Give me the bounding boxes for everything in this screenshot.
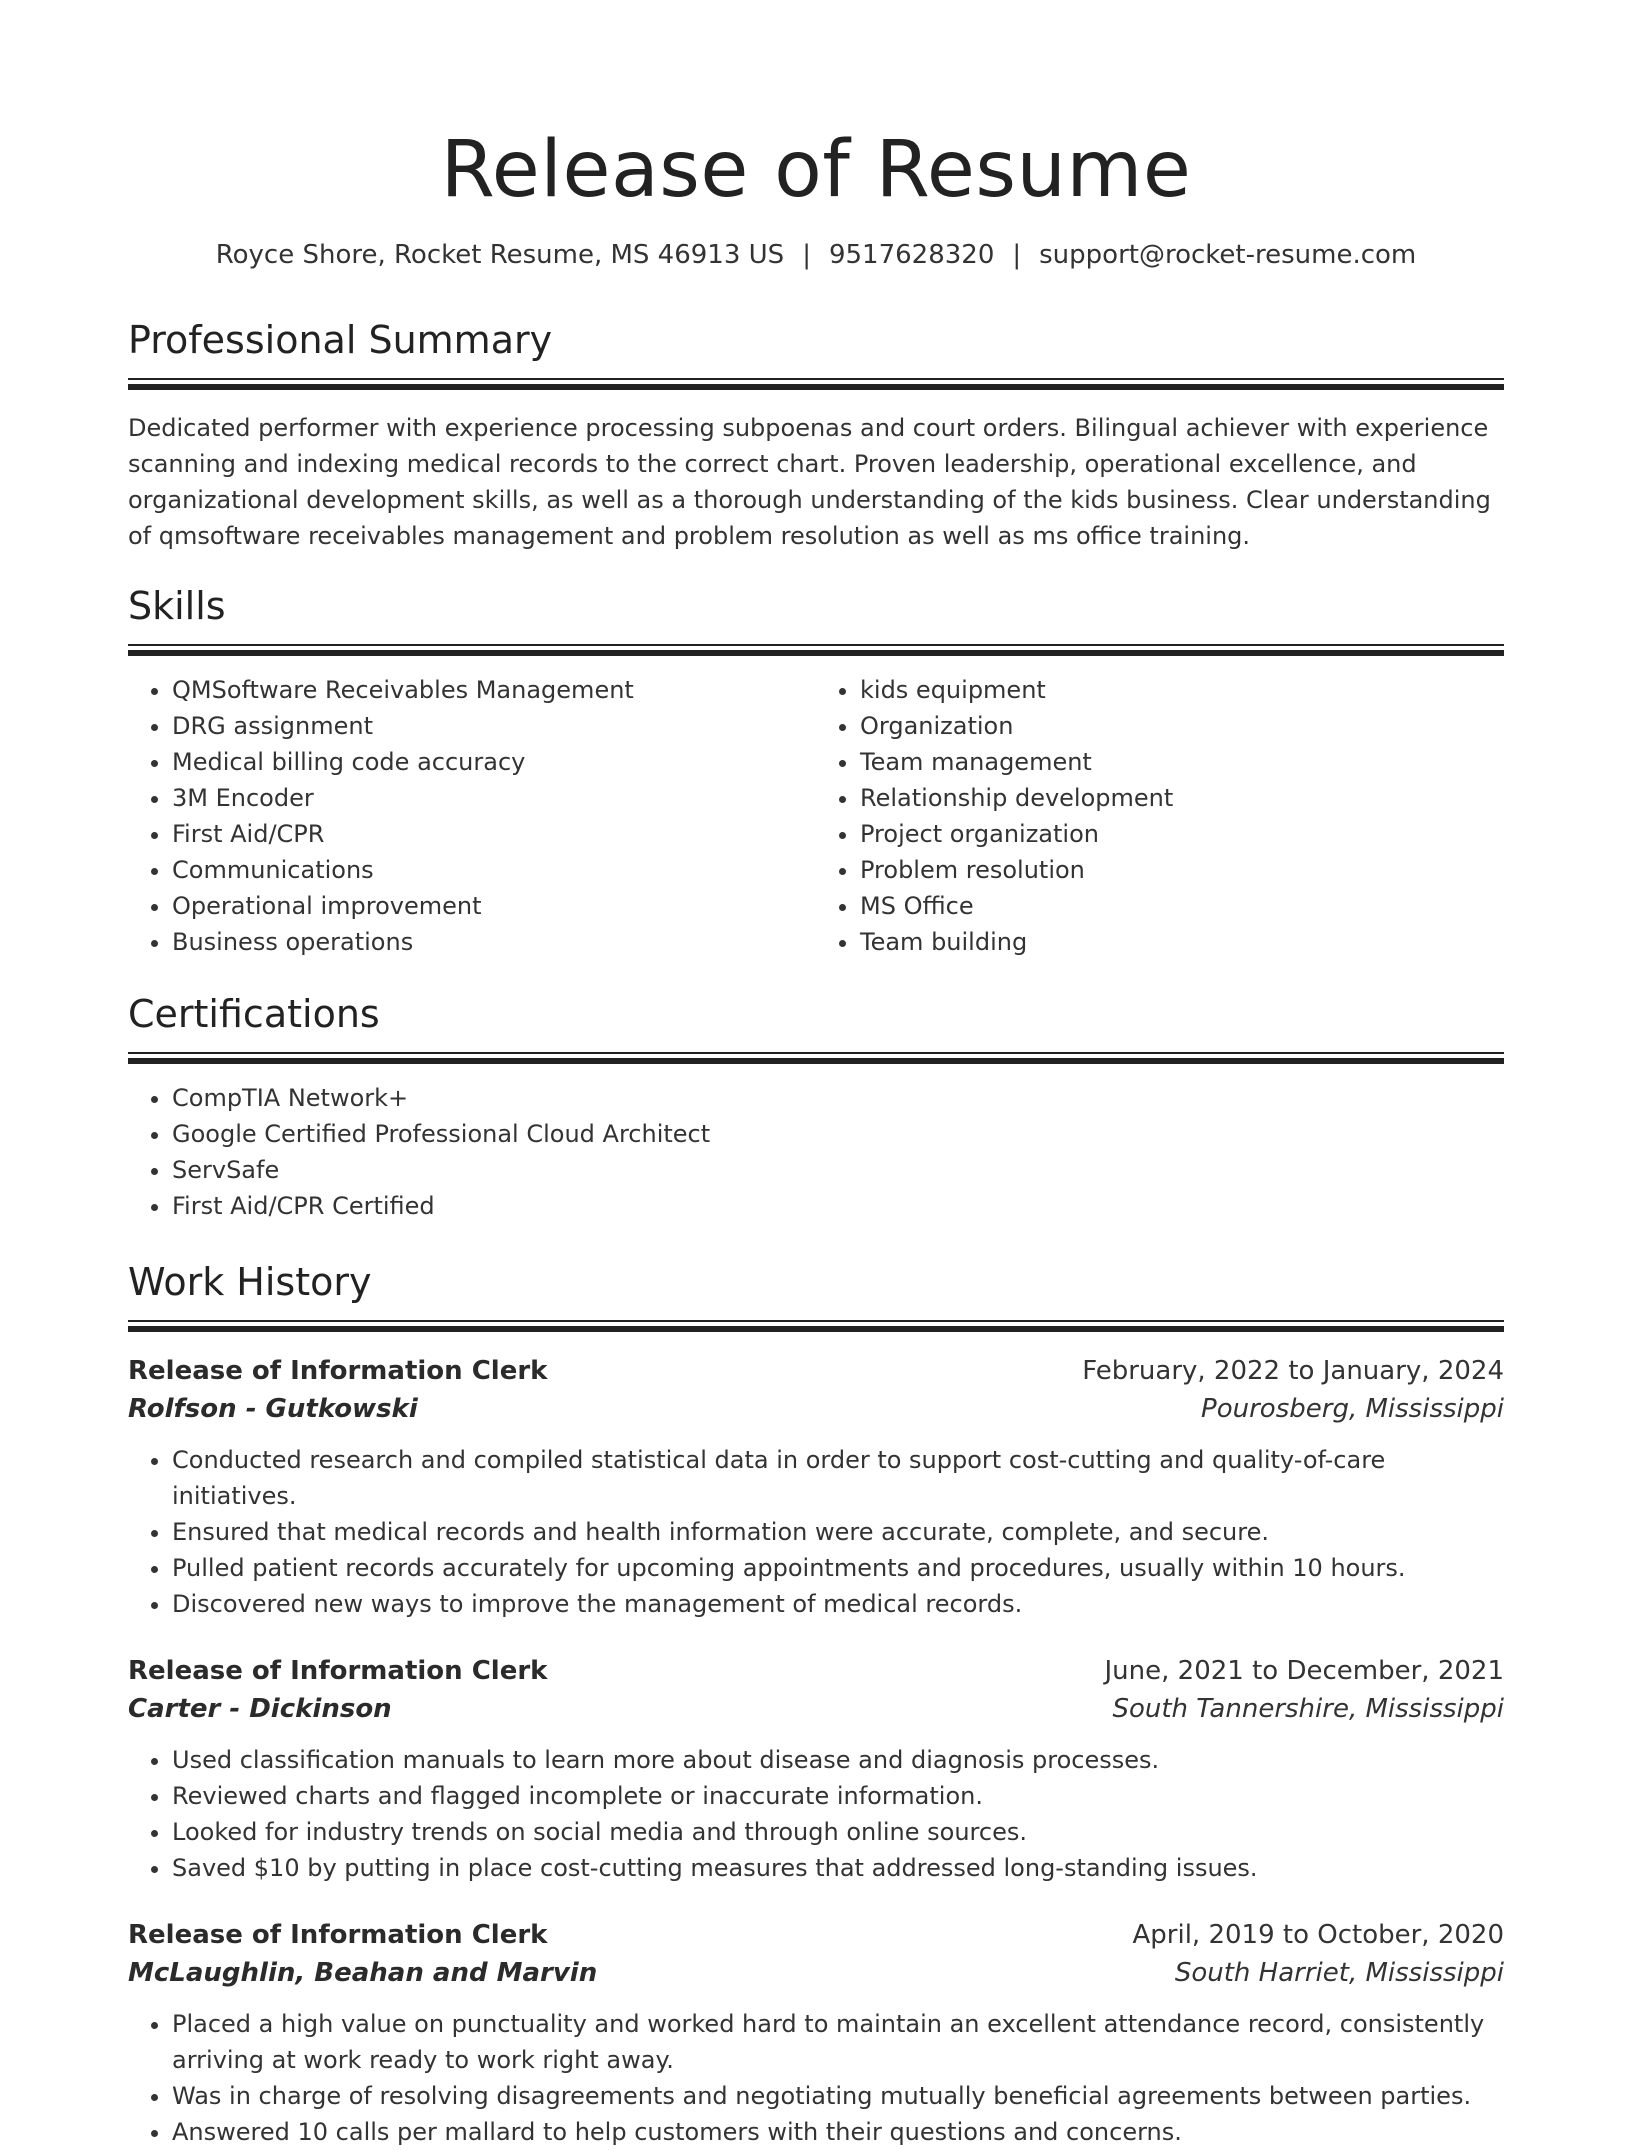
job-company-row — [128, 1954, 1504, 1992]
certification-item: • ServSafe — [172, 1152, 1504, 1188]
section-title-work-history: Work History — [128, 1260, 372, 1304]
section-divider — [128, 1058, 1504, 1064]
job-bullets — [128, 1742, 1504, 1886]
certification-item: • First Aid/CPR Certified — [172, 1188, 1504, 1224]
job-company: Rolfson - Gutkowski — [128, 1394, 418, 1424]
job-bullet: • Answered 10 calls per mallard to help customers with their questions and concerns. — [172, 2114, 1504, 2150]
contact-email: support@rocket-resume.com — [1039, 240, 1417, 270]
certifications-list — [128, 1080, 1504, 1224]
skill-item: • Project organization — [860, 816, 1504, 852]
summary-text: Dedicated performer with experience processing subpoenas and court orders. Bilingual achiever with experience scanning and indexing medical records to the correct chart. Proven leadership, operational excellence, and organizational development skills, as well as a thorough understanding of the kids business. Clear understanding of qmsoftware receivables management and problem resolution as well as ms office training. — [128, 414, 1491, 550]
job-bullet: • Used classification manuals to learn more about disease and diagnosis processes. — [172, 1742, 1504, 1778]
certifications-section — [128, 990, 1504, 1224]
skill-item: • MS Office — [860, 888, 1504, 924]
skill-item: • First Aid/CPR — [172, 816, 816, 852]
job-bullet: • Placed a high value on punctuality and worked hard to maintain an excellent attendance record, consistently arriving at work ready to work right away. — [172, 2006, 1504, 2078]
contact-line — [128, 238, 1504, 272]
job-header-row — [128, 1352, 1504, 1390]
skill-item: • Team building — [860, 924, 1504, 960]
job-bullet: • Discovered new ways to improve the management of medical records. — [172, 1586, 1504, 1622]
job-bullet: • Saved $10 by putting in place cost-cutting measures that addressed long-standing issues. — [172, 1850, 1504, 1886]
section-divider — [128, 1326, 1504, 1332]
skill-item: • QMSoftware Receivables Management — [172, 672, 816, 708]
job-bullet: • Looked for industry trends on social media and through online sources. — [172, 1814, 1504, 1850]
job-location: Pourosberg, Mississippi — [1201, 1394, 1504, 1424]
section-divider — [128, 384, 1504, 390]
contact-phone: 9517628320 — [828, 240, 995, 270]
job-bullet: • Ensured that medical records and health information were accurate, complete, and secure. — [172, 1514, 1504, 1550]
job-bullets — [128, 2006, 1504, 2150]
job-company-row — [128, 1390, 1504, 1428]
job-bullet: • Reviewed charts and flagged incomplete or inaccurate information. — [172, 1778, 1504, 1814]
skill-item: • Communications — [172, 852, 816, 888]
job-entry — [128, 1352, 1504, 1622]
section-divider — [128, 650, 1504, 656]
skill-item: • kids equipment — [860, 672, 1504, 708]
skill-item: • Problem resolution — [860, 852, 1504, 888]
resume-title: Release of Resume — [440, 125, 1192, 215]
job-dates: April, 2019 to October, 2020 — [1132, 1920, 1504, 1950]
section-divider — [128, 644, 1504, 646]
work-history-section — [128, 1258, 1504, 2150]
skill-item: • 3M Encoder — [172, 780, 816, 816]
job-entry — [128, 1652, 1504, 1886]
skills-columns — [128, 672, 1504, 960]
section-title-summary: Professional Summary — [128, 318, 553, 362]
section-divider — [128, 378, 1504, 380]
contact-separator: | — [802, 240, 811, 270]
certification-item: • Google Certified Professional Cloud Architect — [172, 1116, 1504, 1152]
job-bullet: • Conducted research and compiled statistical data in order to support cost-cutting and quality-of-care initiatives. — [172, 1442, 1504, 1514]
summary-section — [128, 316, 1504, 554]
skill-item: • DRG assignment — [172, 708, 816, 744]
job-dates: February, 2022 to January, 2024 — [1082, 1356, 1504, 1386]
skill-item: • Relationship development — [860, 780, 1504, 816]
job-company: McLaughlin, Beahan and Marvin — [128, 1958, 598, 1988]
job-entry — [128, 1916, 1504, 2150]
job-bullet: • Pulled patient records accurately for upcoming appointments and procedures, usually within 10 hours. — [172, 1550, 1504, 1586]
job-location: South Harriet, Mississippi — [1174, 1958, 1504, 1988]
section-divider — [128, 1320, 1504, 1322]
job-dates: June, 2021 to December, 2021 — [1104, 1656, 1504, 1686]
contact-address: Royce Shore, Rocket Resume, MS 46913 US — [215, 240, 785, 270]
job-company-row — [128, 1690, 1504, 1728]
contact-separator: | — [1012, 240, 1022, 270]
section-title-certifications: Certifications — [128, 992, 380, 1036]
job-bullets — [128, 1442, 1504, 1622]
job-title: Release of Information Clerk — [128, 1920, 548, 1950]
job-bullet: • Was in charge of resolving disagreements and negotiating mutually beneficial agreements between parties. — [172, 2078, 1504, 2114]
job-header-row — [128, 1652, 1504, 1690]
skill-item: • Business operations — [172, 924, 816, 960]
skill-item: • Operational improvement — [172, 888, 816, 924]
job-title: Release of Information Clerk — [128, 1356, 548, 1386]
job-company: Carter - Dickinson — [128, 1694, 392, 1724]
skills-list-right — [816, 672, 1504, 960]
skill-item: • Medical billing code accuracy — [172, 744, 816, 780]
skill-item: • Organization — [860, 708, 1504, 744]
skills-section — [128, 582, 1504, 960]
skills-list-left — [128, 672, 816, 960]
job-header-row — [128, 1916, 1504, 1954]
certification-item: • CompTIA Network+ — [172, 1080, 1504, 1116]
skill-item: • Team management — [860, 744, 1504, 780]
section-title-skills: Skills — [128, 584, 226, 628]
job-title: Release of Information Clerk — [128, 1656, 548, 1686]
job-location: South Tannershire, Mississippi — [1112, 1694, 1504, 1724]
section-divider — [128, 1052, 1504, 1054]
